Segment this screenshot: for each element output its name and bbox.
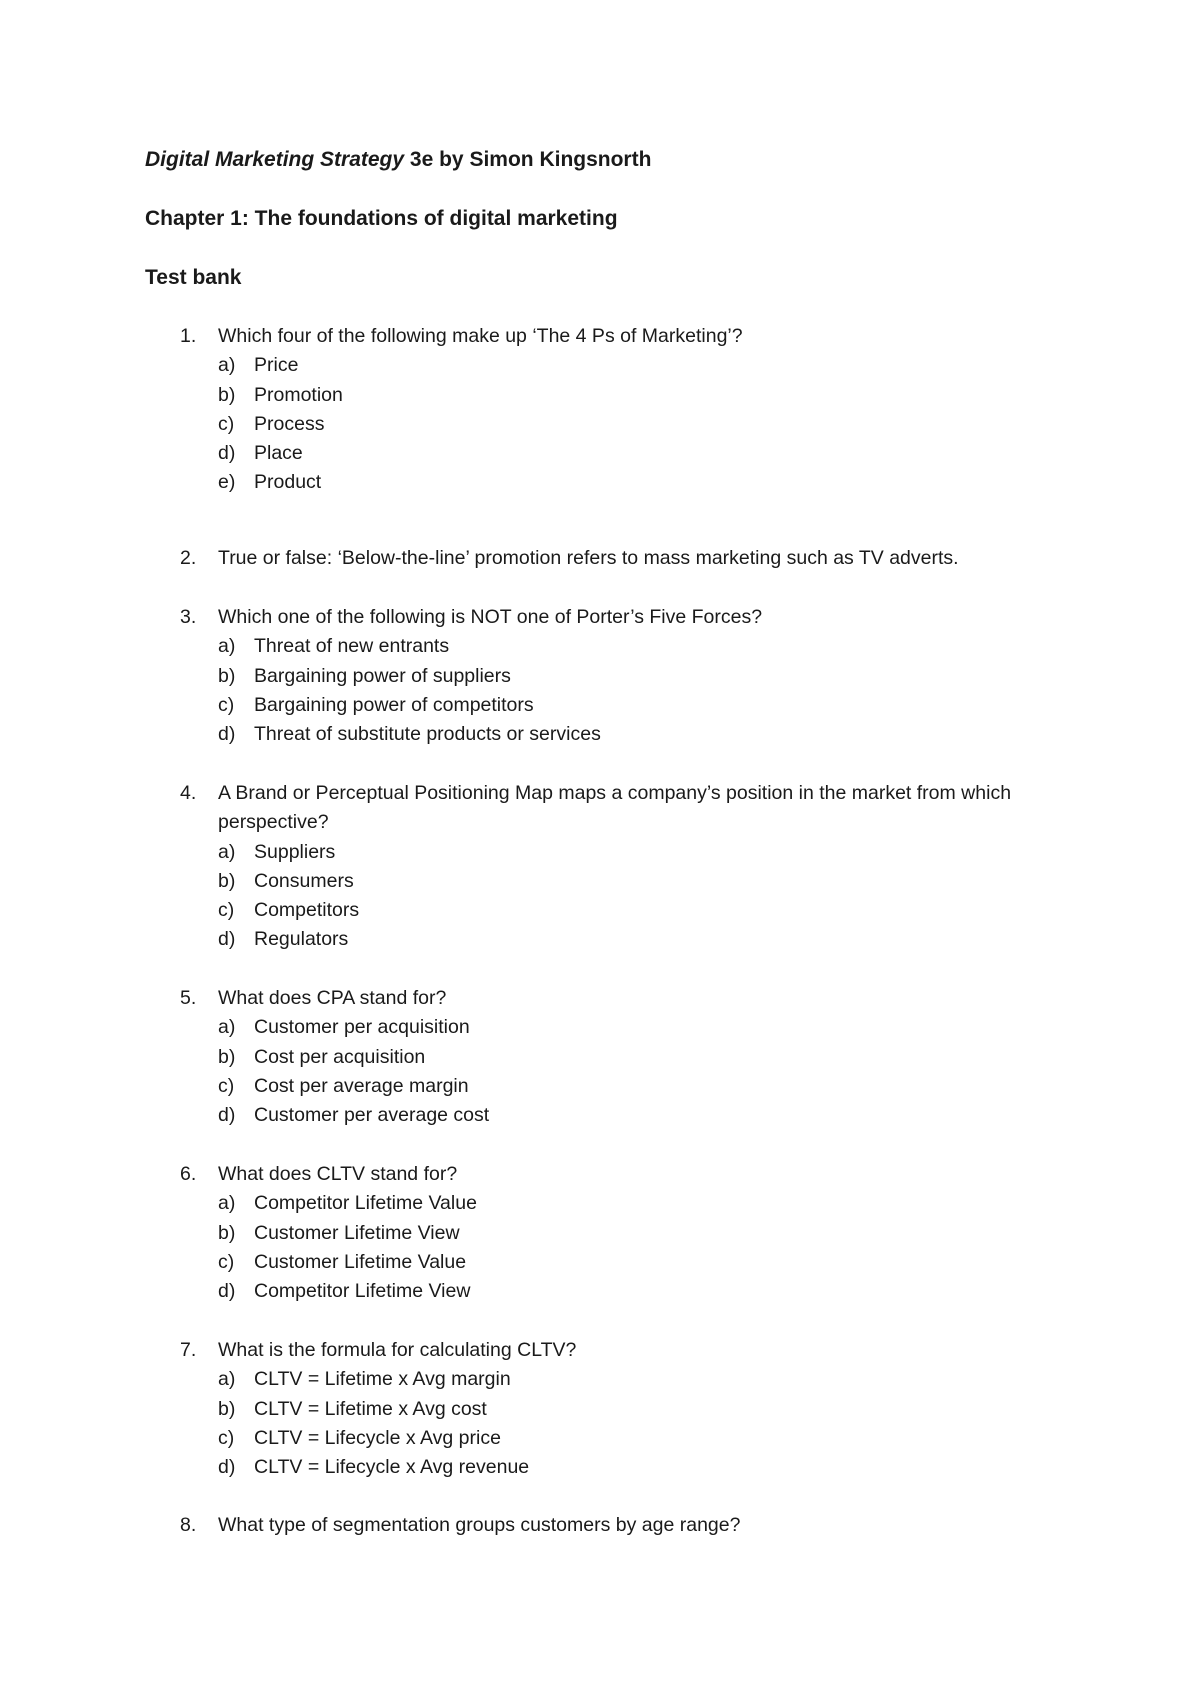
option-text: Process <box>254 412 325 435</box>
option-letter: d) <box>218 1456 236 1479</box>
question-text: What is the formula for calculating CLTV? <box>218 1339 577 1361</box>
option-letter: c) <box>218 1426 235 1449</box>
option-letter: d) <box>218 442 236 465</box>
option <box>180 1395 1060 1424</box>
option <box>180 468 1060 497</box>
question-number: 1. <box>180 325 197 347</box>
option-letter: c) <box>218 1074 235 1097</box>
option <box>180 1013 1060 1042</box>
question-5 <box>180 984 1060 1130</box>
option-letter: c) <box>218 412 235 435</box>
option-list <box>180 838 1060 955</box>
option-letter: b) <box>218 1045 236 1068</box>
option <box>180 1072 1060 1101</box>
question-text: Which one of the following is NOT one of Porter’s Five Forces? <box>218 606 763 628</box>
question-text: True or false: ‘Below-the-line’ promotion refers to mass marketing such as TV adverts. <box>218 547 959 569</box>
option <box>180 381 1060 410</box>
question-7 <box>180 1336 1060 1482</box>
question-row <box>180 1511 1060 1540</box>
option-letter: a) <box>218 1368 236 1391</box>
question-number: 4. <box>180 782 197 804</box>
option-text: Competitor Lifetime View <box>254 1280 471 1303</box>
question-number: 3. <box>180 606 197 628</box>
option-letter: b) <box>218 1397 236 1420</box>
option-letter: d) <box>218 928 236 951</box>
question-text: What does CLTV stand for? <box>218 1163 458 1185</box>
option-text: Bargaining power of competitors <box>254 693 534 716</box>
option-text: Promotion <box>254 383 343 406</box>
option <box>180 925 1060 954</box>
book-title-italic: Digital Marketing Strategy <box>145 148 405 171</box>
option-text: Place <box>254 442 303 465</box>
option-text: Customer Lifetime Value <box>254 1250 467 1273</box>
option-letter: c) <box>218 899 235 922</box>
option-list <box>180 1013 1060 1130</box>
option-text: CLTV = Lifecycle x Avg revenue <box>254 1456 530 1479</box>
question-row <box>180 779 1060 838</box>
option <box>180 867 1060 896</box>
question-row <box>180 1336 1060 1365</box>
book-title-suffix: 3e by Simon Kingsnorth <box>409 148 652 171</box>
option <box>180 351 1060 380</box>
option-text: Cost per average margin <box>254 1074 469 1097</box>
option <box>180 896 1060 925</box>
option <box>180 662 1060 691</box>
question-text: A Brand or Perceptual Positioning Map maps a company’s position in the market from which perspective? <box>218 782 1012 834</box>
question-text: What type of segmentation groups customers by age range? <box>218 1514 741 1536</box>
option <box>180 1365 1060 1394</box>
option-text: Price <box>254 354 299 377</box>
question-number: 2. <box>180 547 197 569</box>
option-list <box>180 1189 1060 1306</box>
option <box>180 1219 1060 1248</box>
question-row <box>180 322 1060 351</box>
option <box>180 1189 1060 1218</box>
chapter-title: Chapter 1: The foundations of digital marketing <box>145 207 618 230</box>
question-6 <box>180 1160 1060 1306</box>
question-2 <box>180 544 1060 573</box>
option-letter: d) <box>218 723 236 746</box>
option <box>180 1101 1060 1130</box>
option-text: CLTV = Lifetime x Avg margin <box>254 1368 511 1391</box>
option <box>180 1277 1060 1306</box>
option <box>180 1248 1060 1277</box>
option-text: Threat of substitute products or services <box>254 723 601 746</box>
option-text: CLTV = Lifecycle x Avg price <box>254 1426 501 1449</box>
question-number: 7. <box>180 1339 197 1361</box>
option-letter: d) <box>218 1104 236 1127</box>
option-text: Competitors <box>254 899 360 922</box>
option-letter: e) <box>218 471 236 494</box>
option-text: Threat of new entrants <box>254 635 450 658</box>
option-letter: b) <box>218 383 236 406</box>
option-list <box>180 351 1060 497</box>
option-letter: a) <box>218 1192 236 1215</box>
option-letter: b) <box>218 869 236 892</box>
option <box>180 632 1060 661</box>
question-number: 6. <box>180 1163 197 1185</box>
option <box>180 1453 1060 1482</box>
option-letter: c) <box>218 693 235 716</box>
option-text: Customer per acquisition <box>254 1016 470 1039</box>
option-letter: b) <box>218 664 236 687</box>
question-3 <box>180 603 1060 749</box>
option-letter: a) <box>218 840 236 863</box>
question-row <box>180 1160 1060 1189</box>
option <box>180 410 1060 439</box>
question-row <box>180 984 1060 1013</box>
option-text: Product <box>254 471 322 494</box>
option-text: CLTV = Lifetime x Avg cost <box>254 1397 487 1420</box>
question-text: Which four of the following make up ‘The 4 Ps of Marketing’? <box>218 325 743 347</box>
question-1 <box>180 322 1060 498</box>
question-8 <box>180 1511 1060 1540</box>
book-title <box>145 146 651 174</box>
option-text: Regulators <box>254 928 349 951</box>
option <box>180 1043 1060 1072</box>
question-text: What does CPA stand for? <box>218 987 447 1009</box>
option-letter: b) <box>218 1221 236 1244</box>
question-number: 5. <box>180 987 197 1009</box>
option-letter: c) <box>218 1250 235 1273</box>
section-title: Test bank <box>145 266 242 289</box>
option-letter: a) <box>218 354 236 377</box>
option-letter: a) <box>218 635 236 658</box>
option-list <box>180 632 1060 749</box>
option-text: Suppliers <box>254 840 336 863</box>
option-text: Customer Lifetime View <box>254 1221 460 1244</box>
option <box>180 439 1060 468</box>
question-number: 8. <box>180 1514 197 1536</box>
question-row <box>180 603 1060 632</box>
option <box>180 720 1060 749</box>
option-letter: a) <box>218 1016 236 1039</box>
option-text: Customer per average cost <box>254 1104 490 1127</box>
option-text: Bargaining power of suppliers <box>254 664 511 687</box>
option <box>180 1424 1060 1453</box>
option-text: Cost per acquisition <box>254 1045 426 1068</box>
option <box>180 691 1060 720</box>
option-letter: d) <box>218 1280 236 1303</box>
question-4 <box>180 779 1060 955</box>
option-list <box>180 1365 1060 1482</box>
option-text: Consumers <box>254 869 354 892</box>
option-text: Competitor Lifetime Value <box>254 1192 477 1215</box>
option <box>180 838 1060 867</box>
question-row <box>180 544 1060 573</box>
